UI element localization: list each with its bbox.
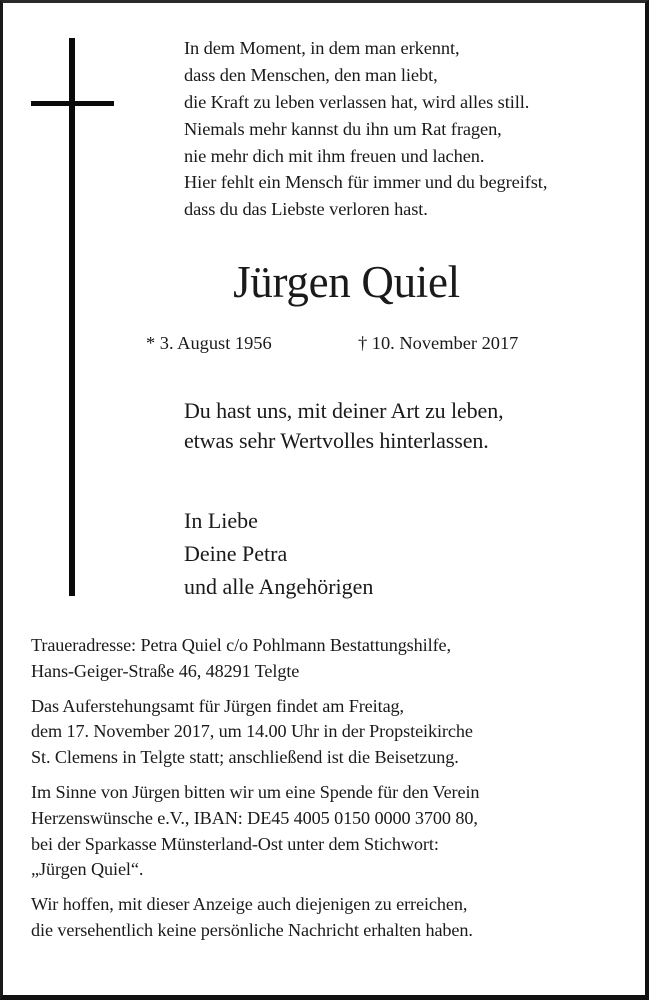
death-date: † 10. November 2017 — [358, 333, 519, 353]
poem-line: die Kraft zu leben verlassen hat, wird alles still. — [184, 91, 530, 112]
poem-line: dass den Menschen, den man liebt, — [184, 64, 438, 85]
cross-vertical-bar — [69, 38, 75, 596]
signature-line: Deine Petra — [184, 541, 288, 566]
poem-line: In dem Moment, in dem man erkennt, — [184, 38, 460, 58]
farewell-quote — [184, 396, 504, 456]
footer-line: bei der Sparkasse Münsterland-Ost unter dem Stichwort: — [31, 833, 439, 854]
footer-line: dem 17. November 2017, um 14.00 Uhr in der Propsteikirche — [31, 721, 473, 742]
footer-line: die versehentlich keine persönliche Nachricht erhalten haben. — [31, 919, 473, 940]
signature-block — [184, 504, 373, 603]
footer-line: Das Auferstehungsamt für Jürgen findet am Freitag, — [31, 695, 404, 716]
footer-details — [31, 633, 643, 953]
footer-line: Im Sinne von Jürgen bitten wir um eine Spende für den Verein — [31, 781, 480, 802]
birth-date: * 3. August 1956 — [146, 333, 272, 353]
service-info-paragraph — [31, 694, 643, 771]
signature-line: In Liebe — [184, 508, 258, 533]
quote-line: Du hast uns, mit deiner Art zu leben, — [184, 398, 504, 423]
footer-line: St. Clemens in Telgte statt; anschließend ist die Beisetzung. — [31, 747, 459, 768]
quote-line: etwas sehr Wertvolles hinterlassen. — [184, 428, 489, 453]
footer-line: Wir hoffen, mit dieser Anzeige auch diejenigen zu erreichen, — [31, 894, 468, 915]
deceased-name: Jürgen Quiel — [233, 257, 460, 307]
cross-horizontal-bar — [31, 101, 114, 106]
donation-paragraph — [31, 780, 643, 883]
signature-line: und alle Angehörigen — [184, 574, 374, 599]
footer-line: Herzenswünsche e.V., IBAN: DE45 4005 0150 0000 3700 80, — [31, 807, 478, 828]
poem-line: nie mehr dich mit ihm freuen und lachen. — [184, 145, 485, 166]
memorial-poem — [184, 35, 547, 223]
closing-note-paragraph — [31, 892, 643, 944]
footer-line: Hans-Geiger-Straße 46, 48291 Telgte — [31, 660, 300, 681]
poem-line: Hier fehlt ein Mensch für immer und du begreifst, — [184, 172, 548, 193]
mourning-address-paragraph — [31, 633, 643, 685]
footer-line: Traueradresse: Petra Quiel c/o Pohlmann Bestattungshilfe, — [31, 635, 451, 655]
poem-line: dass du das Liebste verloren hast. — [184, 199, 428, 220]
footer-line: „Jürgen Quiel“. — [31, 859, 144, 880]
poem-line: Niemals mehr kannst du ihn um Rat fragen, — [184, 118, 502, 139]
